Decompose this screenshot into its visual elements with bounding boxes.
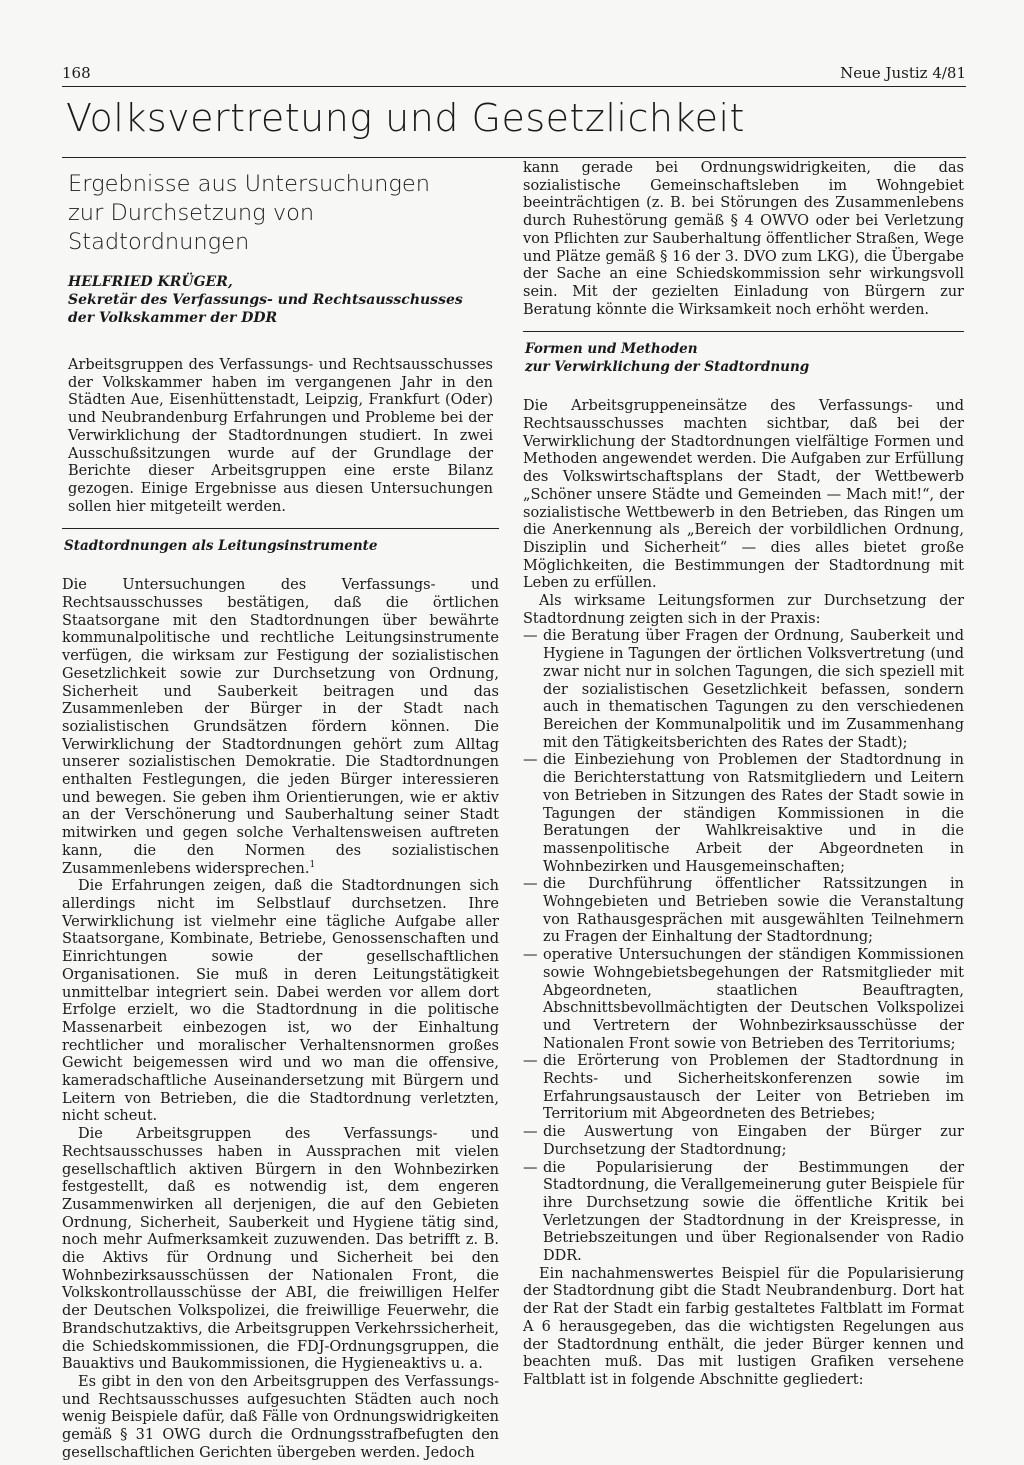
subsection-rule bbox=[523, 331, 964, 332]
dash-marker: — bbox=[523, 1159, 538, 1176]
article-title bbox=[68, 170, 499, 257]
article-title-line-2: zur Durchsetzung von Stadtordnungen bbox=[68, 200, 315, 255]
footnote-marker: 1 bbox=[309, 859, 316, 870]
subheading-leitungsinstrumente bbox=[64, 537, 499, 555]
paragraph-text: Die Untersuchungen des Verfassungs- und Rechtsausschusses bestätigen, daß die örtlichen Staatsorgane mit den Stadtordnungen über bewährte kommunalpolitische und rechtliche Leitungsinstrumente verfügen, die wirksam zur Festigung der sozialistischen Gesetzlichkeit sowie zur Durchsetzung von Ordnung, Sicherheit und Sauberkeit beitragen und das Zusammenleben der Bürger in der Stadt nach sozialistischen Grundsätzen fördern können. Die Verwirklichung der Stadtordnungen gehört zum Alltag unserer sozialistischen Demokratie. Die Stadtordnungen enthalten Festlegungen, die jeden Bürger interessieren und bewegen. Sie geben ihm Orientierungen, wie er aktiv an der Verschönerung und Sauberhaltung seiner Stadt mitwirken und gegen solche Verhaltensweisen auftreten kann, die den Normen des sozialistischen Zusammenlebens widersprechen. bbox=[62, 577, 499, 877]
subheading-line-2: zur Verwirklichung der Stadtordnung bbox=[525, 359, 810, 376]
dash-marker: — bbox=[523, 876, 538, 893]
list-item bbox=[523, 947, 964, 1053]
article-intro: Arbeitsgruppen des Verfassungs- und Rechtsausschusses der Volkskammer haben im vergangenen Jahr in den Städten Aue, Eisenhüttenstadt, Leipzig, Frankfurt (Oder) und Neubrandenburg Erfahrungen und Probleme bei der Verwirklichung der Stadtordnungen studiert. In zwei Ausschußsitzungen wurde auf der Grundlage der Berichte dieser Arbeitsgruppen eine erste Bilanz gezogen. Einige Ergebnisse aus diesen Untersuchungen sollen hier mitgeteilt werden. bbox=[68, 357, 493, 515]
list-item-text: die Beratung über Fragen der Ordnung, Sauberkeit und Hygiene in Tagungen der örtlichen Volksvertretung (und zwar nicht nur in solchen Tagungen, die sich speziell mit der sozialistischen Gesetzlichkeit befassen, sondern auch in thematischen Tagungen zu den verschiedenen Bereichen der Kommunalpolitik und im Zusammenhang mit den Tätigkeitsberichten des Rates der Stadt); bbox=[543, 628, 964, 751]
list-item bbox=[523, 1160, 964, 1266]
list-item-text: die Einbeziehung von Problemen der Stadtordnung in die Berichterstattung von Ratsmitgliedern und Leitern von Betrieben in Sitzungen des Rates der Stadt sowie in Tagungen der ständigen Kommissionen in die Beratungen der Wahlkreisaktive und in die massenpolitische Arbeit der Abgeordneten in Wohnbezirken und Hausgemeinschaften; bbox=[543, 752, 964, 875]
list-item bbox=[523, 628, 964, 752]
author-name: HELFRIED KRÜGER, bbox=[68, 274, 233, 290]
list-item-text: die Erörterung von Problemen der Stadtordnung in Rechts- und Sicherheitskonferenzen sowie im Erfahrungsaustausch der Leiter von Betrieben im Territorium mit Abgeordneten des Betriebes; bbox=[543, 1053, 964, 1123]
list-item-text: die Auswertung von Eingaben der Bürger zur Durchsetzung der Stadtordnung; bbox=[543, 1124, 964, 1158]
list-item bbox=[523, 1124, 964, 1159]
list-item bbox=[523, 752, 964, 876]
section-title: Volksvertretung und Gesetzlichkeit bbox=[66, 96, 745, 140]
paragraph: Ein nachahmenswertes Beispiel für die Popularisierung der Stadtordnung gibt die Stadt Neubrandenburg. Dort hat der Rat der Stadt ein farbig gestaltetes Faltblatt im Format A 6 herausgegeben, das die wichtigsten Regelungen aus der Stadtordnung enthält, die jeder Bürger kennen und beachten muß. Das mit lustigen Grafiken versehene Faltblatt ist in folgende Abschnitte gegliedert: bbox=[523, 1265, 964, 1388]
paragraph: Es gibt in den von den Arbeitsgruppen des Verfassungs- und Rechtsausschusses aufgesuchten Städten auch noch wenig Beispiele dafür, daß Fälle von Ordnungswidrigkeiten gemäß § 31 OWG durch die Ordnungsstrafbefugten den gesellschaftlichen Gerichten übergeben werden. Jedoch bbox=[62, 1373, 499, 1461]
header-rule bbox=[62, 86, 966, 87]
paragraph: kann gerade bei Ordnungswidrigkeiten, die das sozialistische Gemeinschaftsleben im Wohngebiet beeinträchtigen (z. B. bei Störungen des Zusammenlebens durch Ruhestörung gemäß § 4 OWVO oder bei Verletzung von Pflichten zur Sauberhaltung öffentlicher Straßen, Wege und Plätze gemäß § 16 der 3. DVO zum LKG), die Übergabe der Sache an eine Schiedskommission sehr wirkungsvoll sein. Mit der gezielten Einladung von Bürgern zur Beratung könnte die Wirksamkeit noch erhöht werden. bbox=[523, 160, 964, 318]
paragraph: Die Erfahrungen zeigen, daß die Stadtordnungen sich allerdings nicht im Selbstlauf durchsetzen. Ihre Verwirklichung ist vielmehr eine tägliche Aufgabe aller Staatsorgane, Kombinate, Betriebe, Genossenschaften und Einrichtungen sowie der gesellschaftlichen Organisationen. Sie muß in deren Leitungstätigkeit unmittelbar integriert sein. Dabei werden vor allem dort Erfolge erzielt, wo die Stadtordnung in die politische Massenarbeit einbezogen ist, wo der Einhaltung rechtlicher und moralischer Verhaltensnormen großes Gewicht beigemessen wird und wo man die offensive, kameradschaftliche Auseinandersetzung mit Bürgern und Leitern von Betrieben, die die Stadtordnung verletzten, nicht scheut. bbox=[62, 878, 499, 1125]
subheading-text: Stadtordnungen als Leitungsinstrumente bbox=[64, 538, 378, 555]
paragraph: Die Arbeitsgruppeneinsätze des Verfassungs- und Rechtsausschusses machten sichtbar, daß bei der Verwirklichung der Stadtordnungen vielfältige Formen und Methoden angewendet werden. Die Aufgaben zur Erfüllung des Volkswirtschaftsplans der Stadt, der Wettbewerb „Schöner unsere Städte und Gemeinden — Mach mit!“, der sozialistische Wettbewerb in den Betrieben, das Ringen um die Anerkennung als „Bereich der vorbildlichen Ordnung, Disziplin und Sicherheit“ — dies alles bietet große Möglichkeiten, die Bestimmungen der Stadtordnung mit Leben zu erfüllen. bbox=[523, 398, 964, 592]
subsection-rule bbox=[62, 528, 499, 529]
paragraph: Als wirksame Leitungsformen zur Durchsetzung der Stadtordnung zeigten sich in der Praxis: bbox=[523, 593, 964, 627]
paragraph: Die Arbeitsgruppen des Verfassungs- und Rechtsausschusses haben in Aussprachen mit vielen gesellschaftlich aktiven Bürgern in den Wohnbezirken festgestellt, daß es notwendig ist, dem engeren Zusammenwirken all derjenigen, die auf den Gebieten Ordnung, Sicherheit, Sauberkeit und Hygiene tätig sind, noch mehr Aufmerksamkeit zuzuwenden. Das betrifft z. B. die Aktivs für Ordnung und Sicherheit bei den Wohnbezirksausschüssen der Nationalen Front, die Volkskontrollausschüsse der ABI, die freiwilligen Helfer der Deutschen Volkspolizei, die freiwillige Feuerwehr, die Brandschutzaktivs, die Arbeitsgruppen Verkehrssicherheit, die Schiedskommissionen, die FDJ-Ordnungsgruppen, die Bauaktivs und Baukommissionen, die Hygieneaktivs u. a. bbox=[62, 1126, 499, 1373]
list-item-text: die Popularisierung der Bestimmungen der Stadtordnung, die Verallgemeinerung guter Beispiele für ihre Durchsetzung sowie die öffentliche Kritik bei Verletzungen der Stadtordnung in der Kreispresse, in Betriebszeitungen und über Regionalsender von Radio DDR. bbox=[543, 1159, 964, 1265]
subheading-formen-methoden bbox=[525, 340, 964, 376]
right-column bbox=[523, 160, 964, 1390]
author-role-line-1: Sekretär des Verfassungs- und Rechtsausschusses bbox=[68, 292, 463, 308]
subheading-line-1: Formen und Methoden bbox=[525, 341, 698, 358]
dash-marker: — bbox=[523, 1053, 538, 1070]
paragraph bbox=[62, 577, 499, 878]
article-title-line-1: Ergebnisse aus Untersuchungen bbox=[68, 171, 430, 197]
dash-marker: — bbox=[523, 628, 538, 645]
section-rule bbox=[62, 157, 966, 158]
author-role-line-2: der Volkskammer der DDR bbox=[68, 310, 278, 326]
left-column bbox=[62, 160, 499, 1462]
dash-marker: — bbox=[523, 1124, 538, 1141]
page-number: 168 bbox=[62, 64, 91, 82]
author-block bbox=[68, 273, 499, 327]
list-item bbox=[523, 876, 964, 947]
list-item-text: operative Untersuchungen der ständigen Kommissionen sowie Wohngebietsbegehungen der Ratsmitglieder mit Abgeordneten, staatlichen Beauftragten, Abschnittsbevollmächtigten der Deutschen Volkspolizei und Vertretern der Wohnbezirksausschüsse der Nationalen Front sowie von Betrieben des Territoriums; bbox=[543, 947, 964, 1052]
list-item bbox=[523, 1053, 964, 1124]
leitungsformen-list bbox=[523, 628, 964, 1265]
dash-marker: — bbox=[523, 947, 538, 964]
list-item-text: die Durchführung öffentlicher Ratssitzungen in Wohngebieten und Betrieben sowie die Veranstaltung von Rathausgesprächen mit ausgewählten Teilnehmern zu Fragen der Einhaltung der Stadtordnung; bbox=[543, 876, 964, 946]
dash-marker: — bbox=[523, 752, 538, 769]
journal-issue: Neue Justiz 4/81 bbox=[840, 64, 966, 82]
